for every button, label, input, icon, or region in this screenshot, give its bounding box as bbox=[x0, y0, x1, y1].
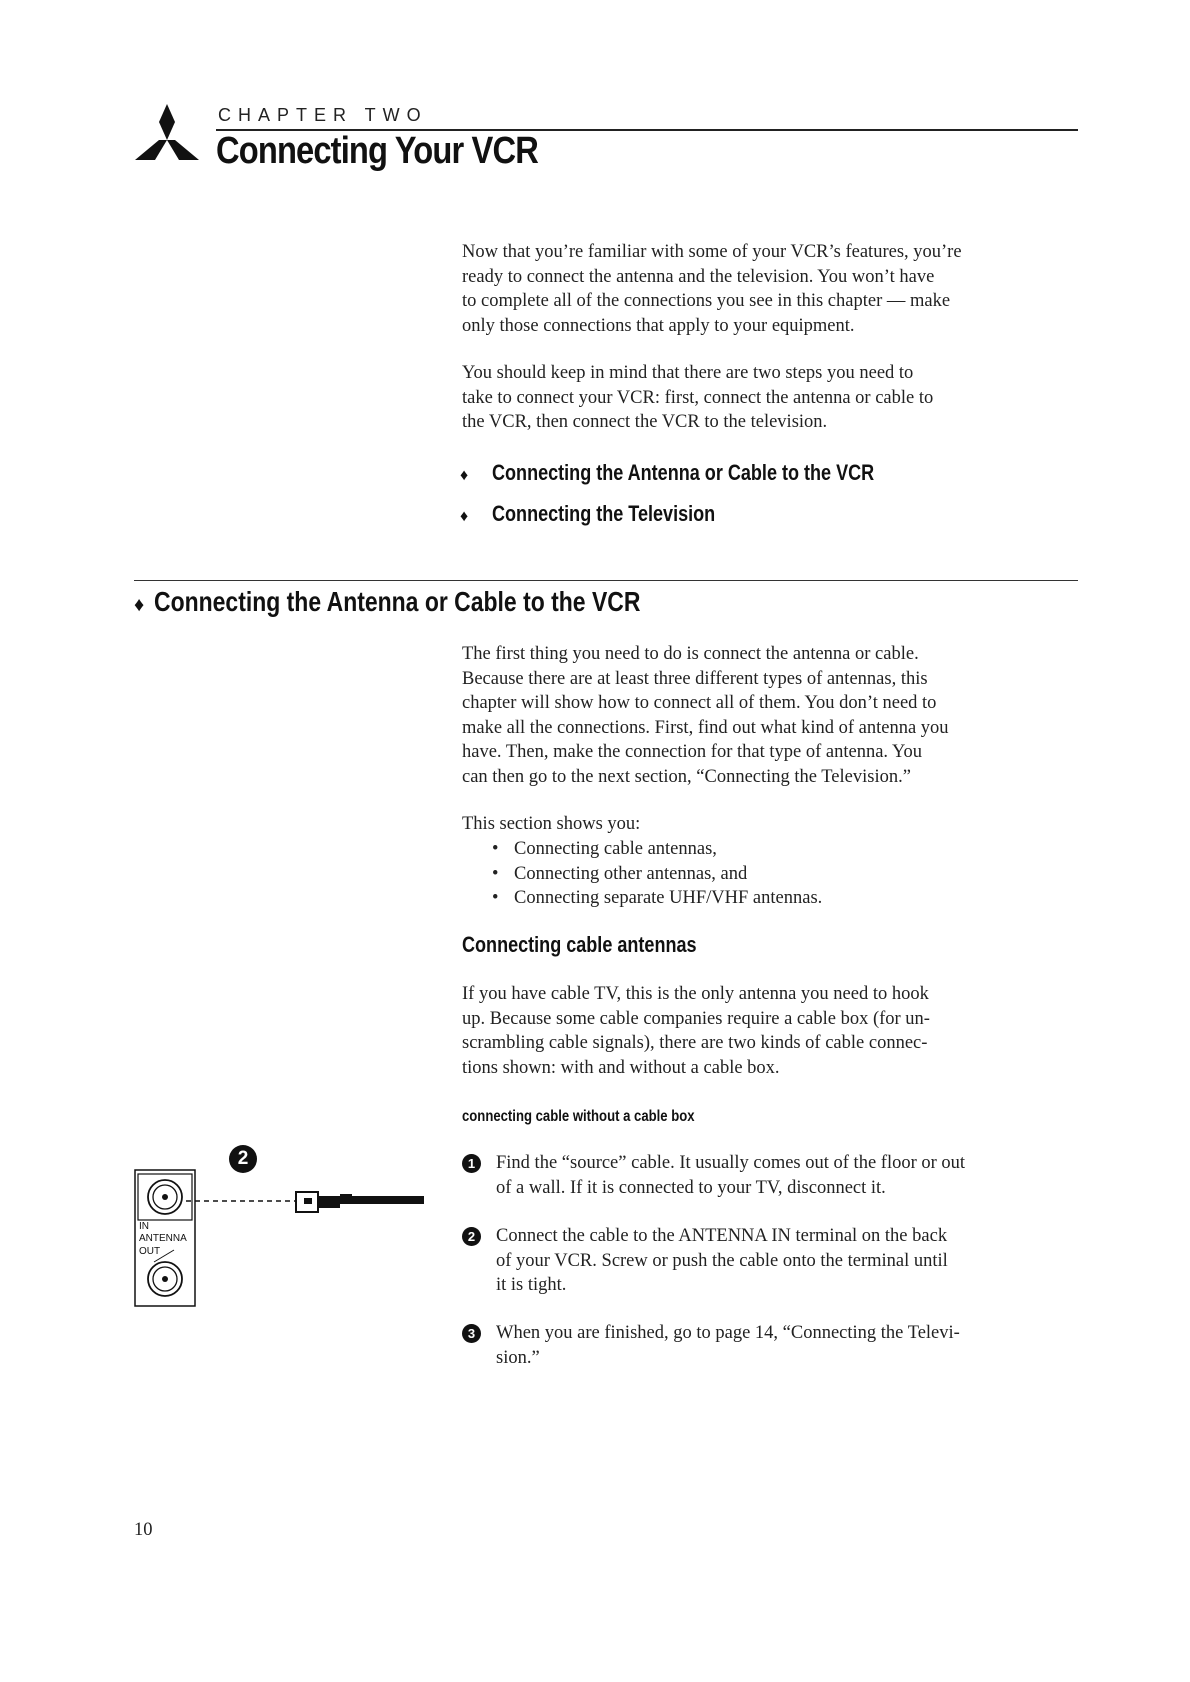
list-item-text: Connecting other antennas, and bbox=[514, 863, 748, 884]
subsection-title-text: Connecting cable antennas bbox=[462, 932, 697, 957]
text-line: The first thing you need to do is connect the antenna or cable. bbox=[462, 644, 919, 664]
three-diamond-logo-icon bbox=[133, 102, 201, 162]
text-line: have. Then, make the connection for that type of antenna. You bbox=[462, 742, 922, 762]
section-title bbox=[134, 586, 747, 618]
diamond-bullet-icon: ♦ bbox=[460, 508, 469, 525]
text-line: the VCR, then connect the VCR to the television. bbox=[462, 412, 828, 432]
list-item-text: Connecting cable antennas, bbox=[514, 839, 717, 859]
intro-paragraph-1 bbox=[462, 240, 1077, 338]
label-antenna: ANTENNA bbox=[139, 1233, 187, 1244]
toc-item-label: Connecting the Television bbox=[492, 501, 716, 526]
intro-paragraph-2 bbox=[462, 361, 1077, 435]
text-line: When you are finished, go to page 14, “Connecting the Televi- bbox=[496, 1323, 960, 1343]
list-item bbox=[492, 886, 822, 911]
text-line: take to connect your VCR: first, connect the antenna or cable to bbox=[462, 387, 934, 408]
step-number-icon: 3 bbox=[462, 1324, 481, 1343]
text-line: This section shows you: bbox=[462, 814, 641, 834]
list-item bbox=[492, 862, 822, 887]
subsection-paragraph bbox=[462, 982, 1077, 1080]
text-line: ready to connect the antenna and the television. You won’t have bbox=[462, 266, 935, 287]
label-out: OUT bbox=[139, 1246, 161, 1257]
list-item bbox=[492, 837, 822, 862]
text-line: make all the connections. First, find out what kind of antenna you bbox=[462, 717, 949, 738]
subsection-title bbox=[462, 932, 748, 958]
step-number-icon: 1 bbox=[462, 1154, 481, 1173]
text-line: If you have cable TV, this is the only antenna you need to hook bbox=[462, 984, 929, 1004]
antenna-in-terminal bbox=[138, 1174, 192, 1220]
text-line: up. Because some cable companies require a cable box (for un- bbox=[462, 1008, 930, 1029]
procedure-heading-text: connecting cable without a cable box bbox=[462, 1108, 695, 1125]
section-title-text: Connecting the Antenna or Cable to the VCR bbox=[154, 586, 641, 617]
diamond-bullet-icon: ♦ bbox=[134, 594, 145, 616]
chapter-label: CHAPTER TWO bbox=[218, 105, 428, 125]
section-paragraph bbox=[462, 642, 1077, 789]
toc-item-antenna[interactable] bbox=[460, 460, 958, 486]
text-line: You should keep in mind that there are two steps you need to bbox=[462, 363, 914, 383]
text-line: of a wall. If it is connected to your TV, disconnect it. bbox=[496, 1177, 886, 1198]
text-line: to complete all of the connections you see in this chapter — make bbox=[462, 291, 951, 311]
list-item-text: Connecting separate UHF/VHF antennas. bbox=[514, 888, 823, 908]
text-line: it is tight. bbox=[496, 1275, 567, 1295]
section-shows-intro bbox=[462, 812, 1077, 837]
step-number-icon: 2 bbox=[462, 1227, 481, 1246]
bullet-dot-icon: • bbox=[492, 839, 499, 859]
step-3 bbox=[462, 1321, 1082, 1370]
text-line: sion.” bbox=[496, 1347, 540, 1368]
chapter-title: Connecting Your VCR bbox=[216, 130, 538, 172]
section-bullet-list bbox=[492, 837, 822, 911]
bullet-dot-icon: • bbox=[492, 888, 499, 908]
text-line: only those connections that apply to your equipment. bbox=[462, 315, 855, 336]
text-line: Connect the cable to the ANTENNA IN terminal on the back bbox=[496, 1226, 948, 1246]
toc-item-television[interactable] bbox=[460, 501, 764, 527]
diagram-callout-number: 2 bbox=[229, 1145, 257, 1173]
text-line: Because there are at least three different types of antennas, this bbox=[462, 668, 928, 689]
text-line: can then go to the next section, “Connecting the Television.” bbox=[462, 766, 911, 787]
step-1 bbox=[462, 1151, 1082, 1200]
bullet-dot-icon: • bbox=[492, 863, 499, 884]
section-rule bbox=[134, 580, 1078, 581]
step-2 bbox=[462, 1224, 1082, 1298]
antenna-out-terminal bbox=[148, 1262, 182, 1296]
text-line: tions shown: with and without a cable box. bbox=[462, 1057, 780, 1078]
coaxial-cable-connector bbox=[296, 1192, 424, 1212]
label-in: IN bbox=[139, 1221, 149, 1232]
text-line: of your VCR. Screw or push the cable onto the terminal until bbox=[496, 1250, 948, 1271]
procedure-heading bbox=[462, 1108, 746, 1126]
page-number: 10 bbox=[134, 1520, 153, 1540]
text-line: Now that you’re familiar with some of your VCR’s features, you’re bbox=[462, 242, 962, 262]
antenna-connection-diagram bbox=[134, 1138, 434, 1308]
text-line: chapter will show how to connect all of them. You don’t need to bbox=[462, 693, 937, 713]
toc-item-label: Connecting the Antenna or Cable to the VCR bbox=[492, 460, 875, 485]
text-line: Find the “source” cable. It usually comes out of the floor or out bbox=[496, 1153, 966, 1173]
diamond-bullet-icon: ♦ bbox=[460, 467, 469, 484]
text-line: scrambling cable signals), there are two kinds of cable connec- bbox=[462, 1033, 928, 1053]
